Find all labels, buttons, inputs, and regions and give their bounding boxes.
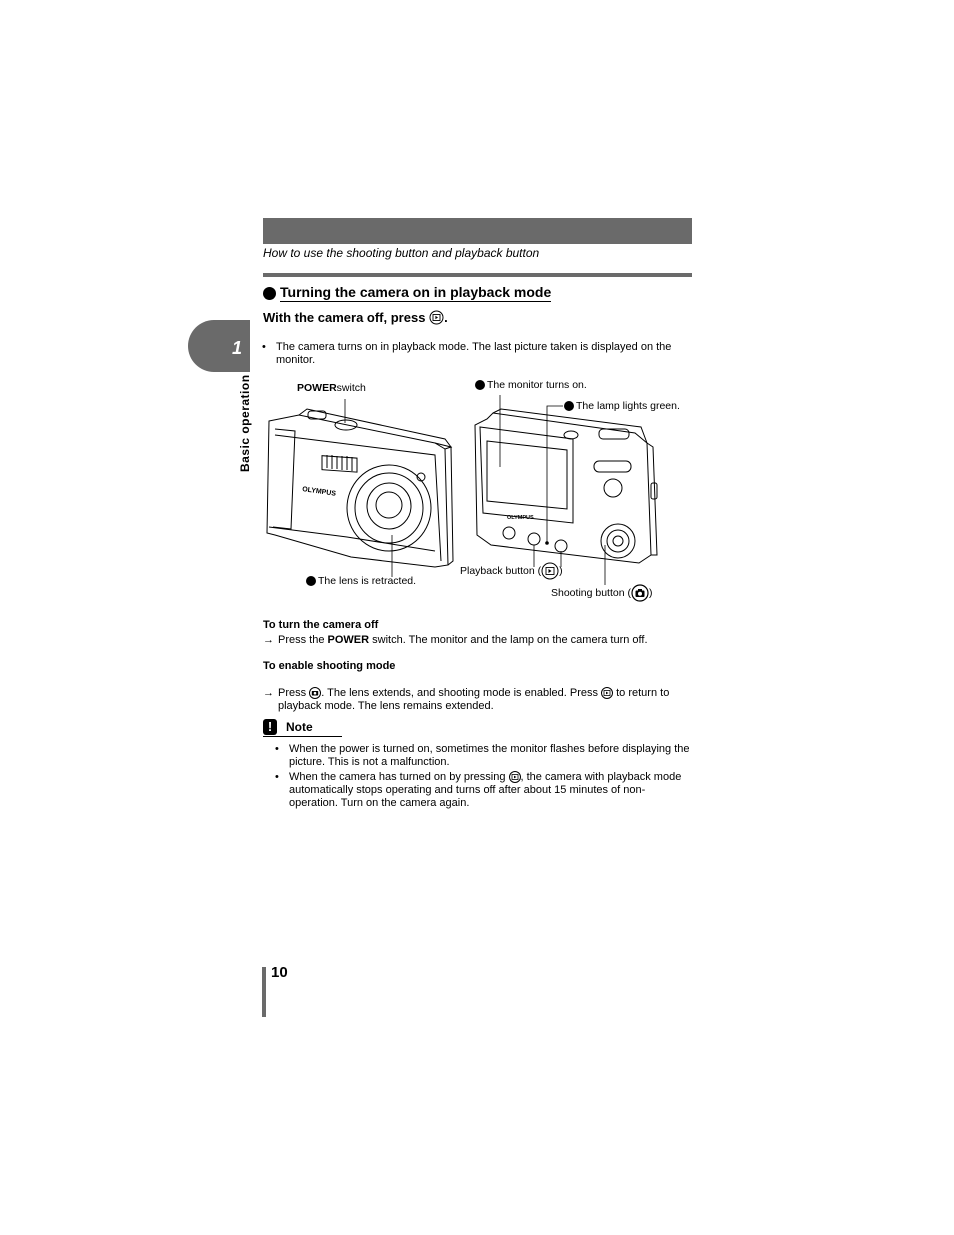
brand-text: OLYMPUS <box>301 486 337 498</box>
note-item: • When the camera has turned on by pressing , the camera with playback mode automatically stops operating and turns off after about 15 minutes of non-operation. Turn on the camera again. <box>275 771 692 810</box>
power-switch-caption: POWER switch <box>297 382 366 394</box>
lamp-caption: The lamp lights green. <box>564 400 680 412</box>
shooting-text: → Press . The lens extends, and shooting mode is enabled. Press to return to playback mode. The lens remains extended. <box>263 687 670 712</box>
bullet-dot-icon <box>263 287 276 300</box>
camera-illustration <box>255 395 695 595</box>
header-bar <box>263 218 692 244</box>
brand-text: OLYMPUS <box>507 515 534 521</box>
intro-bullet: • The camera turns on in playback mode. The last picture taken is displayed on the monitor. <box>262 341 692 367</box>
camera-back-view <box>475 409 657 563</box>
warning-icon: ! <box>263 719 277 735</box>
chapter-number: 1 <box>232 338 243 358</box>
playback-button-icon <box>509 771 521 783</box>
note-header: ! Note <box>263 717 342 737</box>
instruction: With the camera off, press . <box>263 310 448 325</box>
shooting-heading: To enable shooting mode <box>263 660 396 672</box>
page-number-bar <box>262 967 266 1017</box>
note-item: • When the power is turned on, sometimes the monitor flashes before displaying the picture. This is not a malfunction. <box>275 743 692 769</box>
playback-button-icon <box>429 310 444 325</box>
chapter-label: Basic operation <box>238 374 252 472</box>
playback-button-caption: Playback button ( ) <box>460 562 563 580</box>
bullet-dot-icon <box>475 380 485 390</box>
turn-off-heading: To turn the camera off <box>263 619 379 631</box>
monitor-caption: The monitor turns on. <box>475 379 587 391</box>
section-rule <box>263 273 692 277</box>
section-heading: Turning the camera on in playback mode <box>263 284 551 302</box>
camera-button-icon <box>309 687 321 699</box>
page-subtitle: How to use the shooting button and playback button <box>263 246 540 260</box>
camera-front-view <box>267 409 453 567</box>
shooting-button-caption: Shooting button ( ) <box>551 584 652 602</box>
playback-button-icon <box>601 687 613 699</box>
lens-caption: The lens is retracted. <box>306 575 416 587</box>
turn-off-text: → Press the POWER switch. The monitor and the lamp on the camera turn off. <box>263 634 648 646</box>
page-number: 10 <box>271 964 288 981</box>
note-list <box>275 743 692 812</box>
